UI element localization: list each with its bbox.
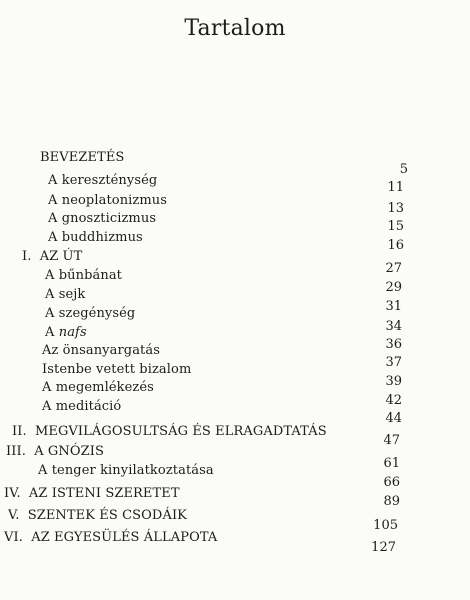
toc-entry-page: 105 bbox=[373, 518, 398, 533]
toc-entry-label: nafs bbox=[58, 325, 87, 340]
toc-entry bbox=[0, 150, 470, 177]
toc-entry bbox=[0, 530, 470, 555]
toc-entry-label: BEVEZETÉS bbox=[40, 150, 125, 165]
toc-entry-label: A gnoszticizmus bbox=[48, 211, 157, 226]
toc-entry-label: A GNÓZIS bbox=[34, 444, 104, 459]
toc-entry-prefix: A bbox=[45, 325, 59, 340]
toc-entry-page: 31 bbox=[385, 299, 402, 314]
toc-entry-label: A sejk bbox=[45, 287, 86, 302]
toc-entry-label: MEGVILÁGOSULTSÁG ÉS ELRAGADTATÁS bbox=[34, 424, 327, 439]
toc-entry-label: A szegénység bbox=[45, 306, 136, 321]
toc-entry-label: Istenbe vetett bizalom bbox=[42, 362, 192, 377]
toc-entry-numeral: V. bbox=[8, 508, 20, 523]
toc-entry-page: 13 bbox=[387, 201, 404, 216]
toc-entry-page: 36 bbox=[385, 337, 402, 352]
toc-entry bbox=[0, 463, 470, 490]
toc-entry-page: 29 bbox=[385, 280, 402, 295]
toc-entry-page: 16 bbox=[387, 238, 404, 253]
toc-entry-label: A kereszténység bbox=[48, 173, 158, 188]
toc-entry-page: 34 bbox=[385, 319, 402, 334]
toc-entry-label: SZENTEK ÉS CSODÁIK bbox=[27, 508, 187, 523]
toc-entry-numeral: IV. bbox=[4, 486, 21, 501]
toc-entry-numeral: II. bbox=[12, 424, 27, 439]
toc-entry bbox=[0, 486, 470, 509]
toc-entry bbox=[0, 211, 470, 234]
toc-entry-page: 42 bbox=[385, 393, 402, 408]
toc-entry-page: 39 bbox=[385, 374, 402, 389]
toc-entry-page: 89 bbox=[383, 494, 400, 509]
toc-entry-label: A tenger kinyilatkoztatása bbox=[38, 463, 214, 478]
toc-entry bbox=[0, 193, 470, 216]
toc-entry-page: 44 bbox=[385, 411, 402, 426]
toc-entry bbox=[0, 230, 470, 253]
toc-entry-label: A megemlékezés bbox=[42, 380, 154, 395]
toc-entry bbox=[0, 173, 470, 193]
toc-entry-label: A neoplatonizmus bbox=[48, 193, 168, 208]
toc-entry-page: 37 bbox=[385, 355, 402, 370]
toc-entry-page: 61 bbox=[383, 456, 400, 471]
toc-entry-page: 11 bbox=[387, 180, 404, 195]
toc-entry-page: 15 bbox=[387, 219, 404, 234]
toc-entry-label: A meditáció bbox=[42, 399, 122, 414]
toc-entry bbox=[0, 399, 470, 426]
toc-entry-page: 47 bbox=[383, 433, 400, 448]
toc-entry-label: A bűnbánat bbox=[45, 268, 123, 283]
toc-entry-numeral: I. bbox=[22, 249, 32, 264]
toc-entry-label: Az önsanyargatás bbox=[42, 343, 160, 358]
toc-entry-label: AZ ISTENI SZERETET bbox=[28, 486, 180, 501]
toc-entry bbox=[0, 424, 470, 448]
toc-entry-label: AZ ÚT bbox=[39, 249, 83, 264]
toc-entry-page: 27 bbox=[385, 261, 402, 276]
toc-entry bbox=[0, 508, 470, 533]
toc-entry-numeral: III. bbox=[6, 444, 26, 459]
toc-entry-page: 127 bbox=[371, 540, 396, 555]
toc-entry-label: AZ EGYESÜLÉS ÁLLAPOTA bbox=[31, 530, 218, 545]
toc-entry-page: 5 bbox=[399, 162, 408, 177]
page-title: Tartalom bbox=[184, 16, 286, 41]
toc-entry-numeral: VI. bbox=[4, 530, 23, 545]
toc-entry-page: 66 bbox=[383, 475, 400, 490]
toc-entry-label: A buddhizmus bbox=[48, 230, 143, 245]
